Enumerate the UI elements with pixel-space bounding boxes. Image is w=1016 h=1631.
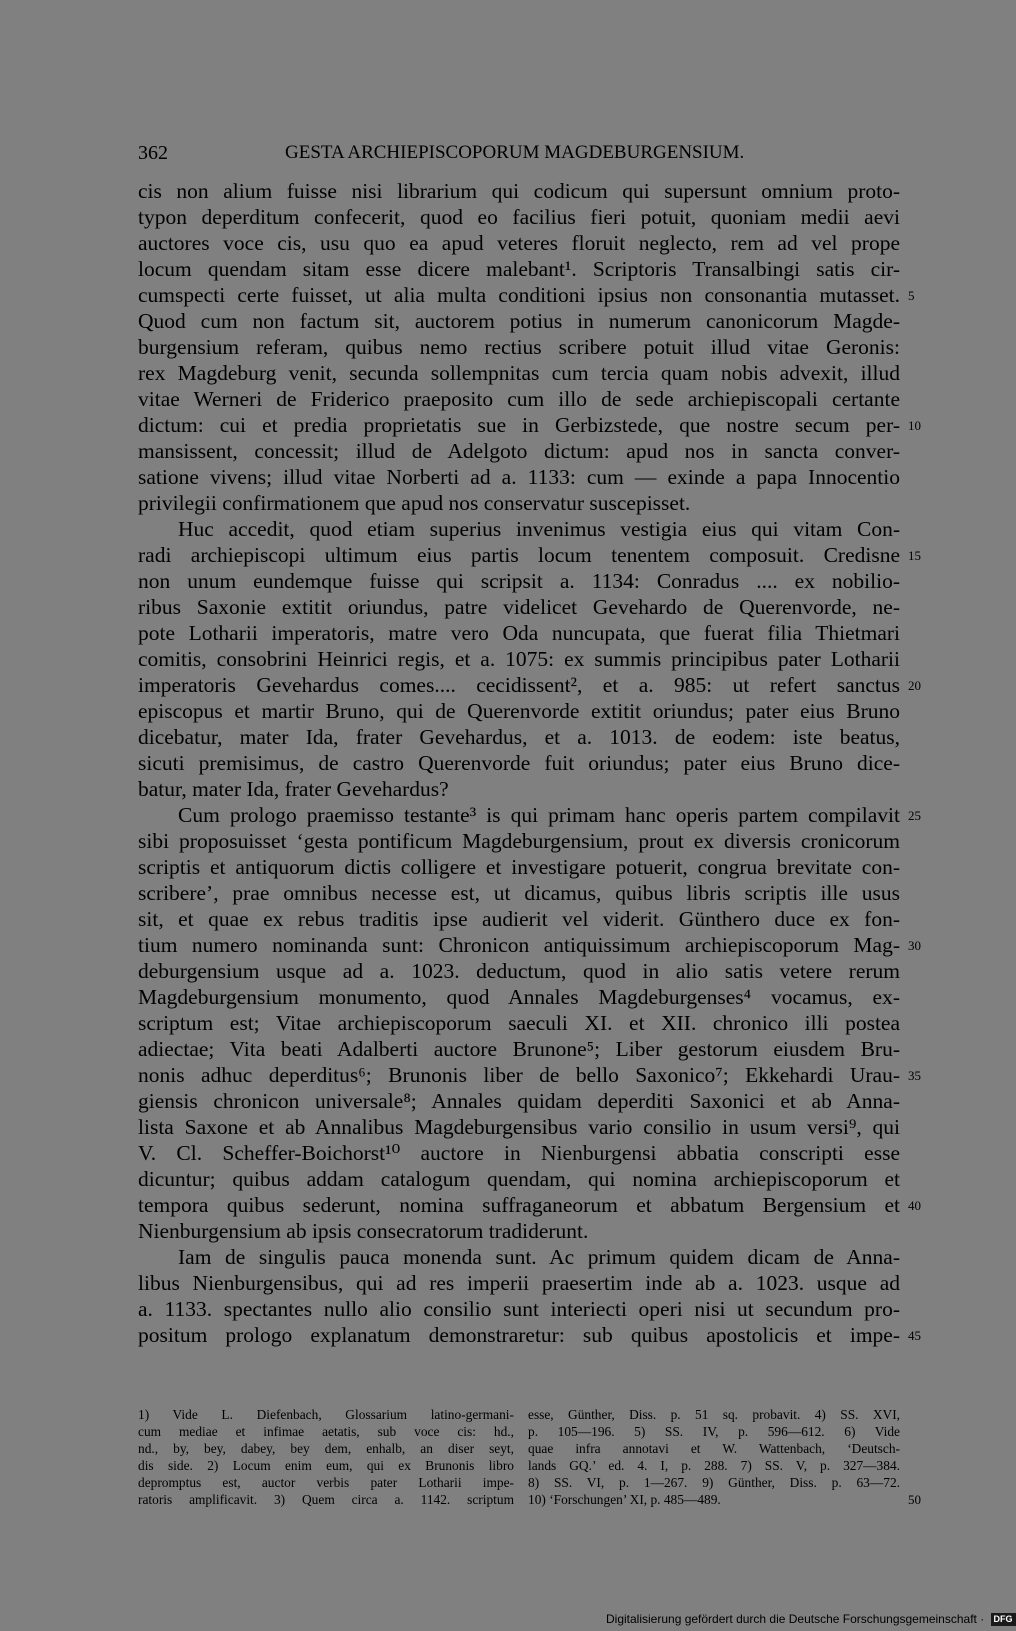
text-line: auctores voce cis, usu quo ea apud veteres floruit neglecto, rem ad vel prope: [138, 231, 900, 255]
text-line: nonis adhuc deperditus⁶; Brunonis liber de bello Saxonico⁷; Ekkehardi Urau-: [138, 1063, 900, 1087]
text-line: Huc accedit, quod etiam superius invenimus vestigia eius qui vitam Con-: [178, 517, 900, 541]
text-line: Nienburgensium ab ipsis consecratorum tradiderunt.: [138, 1219, 589, 1243]
line-number: 50: [908, 1492, 921, 1507]
text-line: mansissent, concessit; illud de Adelgoto dictum: apud nos in sancta conver-: [138, 439, 900, 463]
text-line: cumspecti certe fuisset, ut alia multa conditioni ipsius non consonantia mutasset.: [138, 283, 900, 307]
text-line: ribus Saxonie extitit oriundus, patre videlicet Gevehardo de Querenvorde, ne-: [138, 595, 900, 619]
dfg-logo: DFG: [991, 1613, 1016, 1626]
line-number: 10: [908, 418, 921, 433]
footnote-line: p. 105—196. 5) SS. IV, p. 596—612. 6) Vide: [528, 1424, 900, 1439]
text-line: sibi proposuisset ‘gesta pontificum Magdeburgensium, prout ex diversis cronicorum: [138, 829, 900, 853]
text-line: imperatoris Gevehardus comes.... cecidissent², et a. 985: ut refert sanctus: [138, 673, 900, 697]
text-line: scribere’, prae omnibus necesse est, ut dicamus, quibus libris scriptis ille usus: [138, 881, 900, 905]
text-line: scriptis et antiquorum dictis colligere et investigare potuerit, congrua brevitate con-: [138, 855, 900, 879]
text-line: positum prologo explanatum demonstraretur: sub quibus apostolicis et impe-: [138, 1323, 900, 1347]
page-number: 362: [138, 142, 168, 164]
line-number: 20: [908, 678, 921, 693]
footnote-line: esse, Günther, Diss. p. 51 sq. probavit. 4) SS. XVI,: [528, 1407, 900, 1422]
text-line: Iam de singulis pauca monenda sunt. Ac primum quidem dicam de Anna-: [178, 1245, 900, 1269]
text-line: sicuti premisimus, de castro Querenvorde fuit oriundus; pater eius Bruno dice-: [138, 751, 900, 775]
text-line: comitis, consobrini Heinrici regis, et a. 1075: ex summis principibus pater Lotharii: [138, 647, 900, 671]
text-line: episcopus et martir Bruno, qui de Querenvorde extitit oriundus; pater eius Bruno: [138, 699, 900, 723]
text-line: dictum: cui et predia proprietatis sue in Gerbizstede, que nostre secum per-: [138, 413, 900, 437]
text-line: tempora quibus sederunt, nomina suffraganeorum et abbatum Bergensium et: [138, 1193, 900, 1217]
credit-text: Digitalisierung gefördert durch die Deutsche Forschungsgemeinschaft ·: [606, 1612, 985, 1626]
text-line: adiectae; Vita beati Adalberti auctore Brunone⁵; Liber gestorum eiusdem Bru-: [138, 1037, 900, 1061]
running-title: GESTA ARCHIEPISCOPORUM MAGDEBURGENSIUM.: [285, 142, 745, 163]
text-line: tium numero nominanda sunt: Chronicon antiquissimum archiepiscoporum Mag-: [138, 933, 900, 957]
line-number: 5: [908, 288, 915, 303]
footnote-line: 8) SS. VI, p. 1—267. 9) Günther, Diss. p. 63—72.: [528, 1475, 900, 1490]
line-number: 45: [908, 1328, 921, 1343]
text-line: dicebatur, mater Ida, frater Gevehardus, et a. 1013. de eodem: iste beatus,: [138, 725, 900, 749]
footnote-line: quae infra annotavi et W. Wattenbach, ‘Deutsch-: [528, 1441, 900, 1456]
text-line: sit, et quae ex rebus traditis ipse audierit vel viderit. Günthero duce ex fon-: [138, 907, 900, 931]
footnote-line: lands GQ.’ ed. 4. I, p. 288. 7) SS. V, p. 327—384.: [528, 1458, 900, 1473]
text-line: libus Nienburgensibus, qui ad res imperii praesertim inde ab a. 1023. usque ad: [138, 1271, 900, 1295]
line-number: 15: [908, 548, 921, 563]
footnote-line: cum mediae et infimae aetatis, sub voce cis: hd.,: [138, 1424, 514, 1439]
footnote-line: nd., by, bey, dabey, bey dem, enhalb, an diser seyt,: [138, 1441, 514, 1456]
footnote-line: dis side. 2) Locum enim eum, qui ex Brunonis libro: [138, 1458, 514, 1473]
text-line: typon deperditum confecerit, quod eo facilius fieri potuit, quoniam medii aevi: [138, 205, 900, 229]
text-line: vitae Werneri de Friderico praeposito cum illo de sede archiepiscopali certante: [138, 387, 900, 411]
text-line: satione vivens; illud vitae Norberti ad a. 1133: cum — exinde a papa Innocentio: [138, 465, 900, 489]
footnote-line: depromptus est, auctor verbis pater Lotharii impe-: [138, 1475, 514, 1490]
text-line: scriptum est; Vitae archiepiscoporum saeculi XI. et XII. chronico illi postea: [138, 1011, 900, 1035]
text-line: deburgensium usque ad a. 1023. deductum, quod in alio satis vetere rerum: [138, 959, 900, 983]
text-line: cis non alium fuisse nisi librarium qui codicum qui supersunt omnium proto-: [138, 179, 900, 203]
text-line: batur, mater Ida, frater Gevehardus?: [138, 777, 449, 801]
text-line: radi archiepiscopi ultimum eius partis locum tenentem composuit. Credisne: [138, 543, 900, 567]
text-line: Magdeburgensium monumento, quod Annales Magdeburgenses⁴ vocamus, ex-: [138, 985, 900, 1009]
footnote-line: ratoris amplificavit. 3) Quem circa a. 1142. scriptum: [138, 1492, 514, 1507]
text-line: rex Magdeburg venit, secunda sollempnitas cum tercia quam nobis advexit, illud: [138, 361, 900, 385]
text-line: Cum prologo praemisso testante³ is qui primam hanc operis partem compilavit: [178, 803, 900, 827]
page-header: [138, 142, 900, 172]
text-line: locum quendam sitam esse dicere malebant¹. Scriptoris Transalbingi satis cir-: [138, 257, 900, 281]
line-number: 40: [908, 1198, 921, 1213]
text-line: pote Lotharii imperatoris, matre vero Oda nuncupata, que fuerat filia Thietmari: [138, 621, 900, 645]
text-line: a. 1133. spectantes nullo alio consilio sunt interiecti operi nisi ut secundum pro-: [138, 1297, 900, 1321]
text-line: Quod cum non factum sit, auctorem potius in numerum canonicorum Magde-: [138, 309, 900, 333]
line-number: 25: [908, 808, 921, 823]
text-line: dicuntur; quibus addam catalogum quendam, qui nomina archiepiscoporum et: [138, 1167, 900, 1191]
line-number: 30: [908, 938, 921, 953]
text-line: burgensium referam, quibus nemo rectius scribere potuit illud vitae Geronis:: [138, 335, 900, 359]
footnote-line: 10) ‘Forschungen’ XI, p. 485—489.: [528, 1492, 721, 1507]
line-number: 35: [908, 1068, 921, 1083]
digitization-credit: [606, 1611, 1016, 1627]
text-line: V. Cl. Scheffer-Boichorst¹⁰ auctore in Nienburgensi abbatia conscripti esse: [138, 1141, 900, 1165]
text-line: non unum eundemque fuisse qui scripsit a. 1134: Conradus .... ex nobilio-: [138, 569, 900, 593]
text-line: giensis chronicon universale⁸; Annales quidam deperditi Saxonici et ab Anna-: [138, 1089, 900, 1113]
footnote-line: 1) Vide L. Diefenbach, Glossarium latino-germani-: [138, 1407, 514, 1422]
text-line: lista Saxone et ab Annalibus Magdeburgensibus vario consilio in usum versi⁹, qui: [138, 1115, 900, 1139]
text-line: privilegii confirmationem que apud nos conservatur suscepisset.: [138, 491, 691, 515]
